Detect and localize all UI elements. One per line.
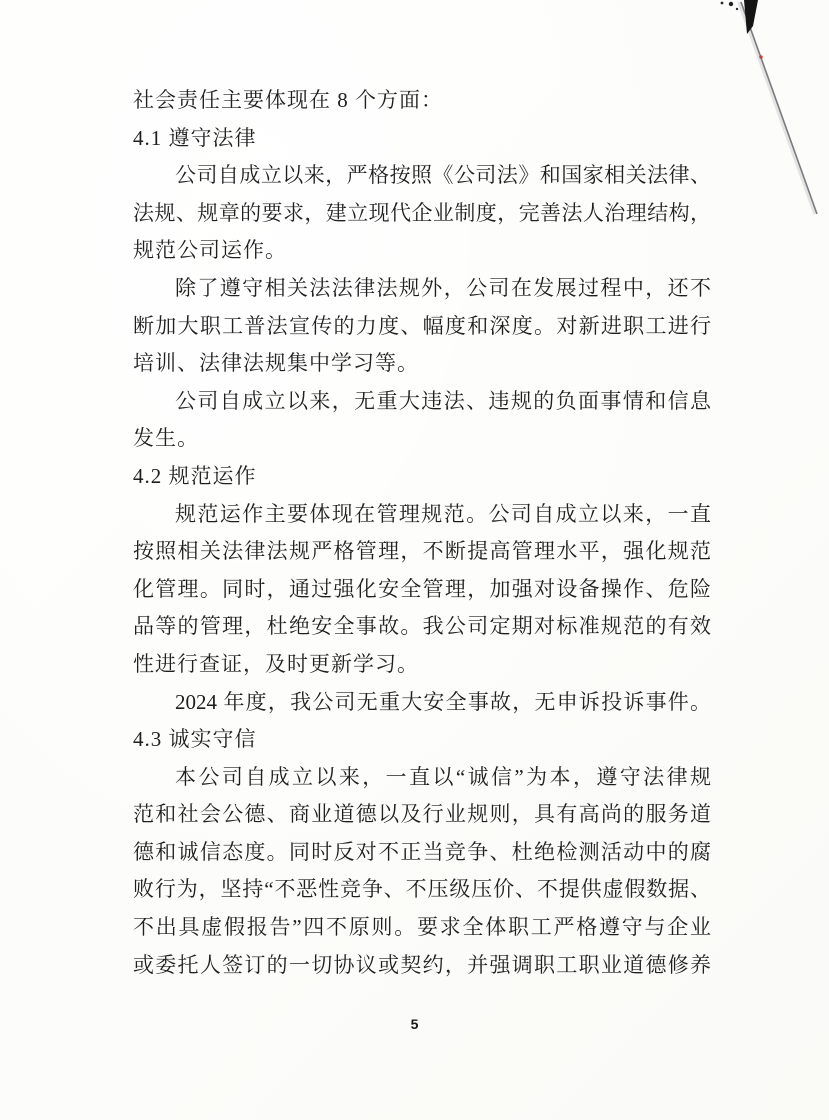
text-line: 范和社会公德、商业道德以及行业规则，具有高尚的服务道 bbox=[133, 802, 711, 827]
text-line: 断加大职工普法宣传的力度、幅度和深度。对新进职工进行 bbox=[133, 313, 711, 338]
text-line: 公司自成立以来，严格按照《公司法》和国家相关法律、 bbox=[175, 163, 711, 188]
text-line: 德和诚信态度。同时反对不正当竞争、杜绝检测活动中的腐 bbox=[133, 839, 711, 864]
crease-line bbox=[739, 2, 817, 214]
text-line: 败行为，坚持“不恶性竞争、不压级压价、不提供虚假数据、 bbox=[133, 877, 711, 902]
text-line: 或委托人签订的一切协议或契约，并强调职工职业道德修养 bbox=[133, 952, 711, 977]
ink-mark bbox=[721, 0, 758, 34]
text-line: 规范公司运作。 bbox=[133, 238, 287, 263]
section-heading-4-1: 4.1 遵守法律 bbox=[133, 125, 257, 150]
text-line: 2024 年度，我公司无重大安全事故，无申诉投诉事件。 bbox=[175, 689, 711, 714]
red-speck bbox=[759, 55, 763, 59]
section-heading-4-3: 4.3 诚实守信 bbox=[133, 727, 257, 752]
text-line: 规范运作主要体现在管理规范。公司自成立以来，一直 bbox=[175, 501, 711, 526]
text-line: 公司自成立以来，无重大违法、违规的负面事情和信息 bbox=[175, 388, 711, 413]
text-line: 培训、法律法规集中学习等。 bbox=[133, 351, 419, 376]
text-line: 法规、规章的要求，建立现代企业制度，完善法人治理结构， bbox=[133, 200, 711, 225]
text-line: 品等的管理，杜绝安全事故。我公司定期对标准规范的有效 bbox=[133, 614, 711, 639]
text-line: 性进行查证，及时更新学习。 bbox=[133, 651, 419, 676]
text-line: 按照相关法律法规严格管理，不断提高管理水平，强化规范 bbox=[133, 539, 711, 564]
text-line: 化管理。同时，通过强化安全管理，加强对设备操作、危险 bbox=[133, 576, 711, 601]
text-line: 本公司自成立以来，一直以“诚信”为本，遵守法律规 bbox=[175, 764, 711, 789]
text-line: 除了遵守相关法法律法规外，公司在发展过程中，还不 bbox=[175, 275, 711, 300]
text-line: 不出具虚假报告”四不原则。要求全体职工严格遵守与企业 bbox=[133, 915, 711, 940]
intro-line: 社会责任主要体现在 8 个方面： bbox=[133, 88, 443, 112]
text-line: 发生。 bbox=[133, 426, 199, 451]
page-body bbox=[133, 82, 711, 984]
page-number: 5 bbox=[410, 1016, 419, 1032]
section-heading-4-2: 4.2 规范运作 bbox=[133, 463, 257, 488]
